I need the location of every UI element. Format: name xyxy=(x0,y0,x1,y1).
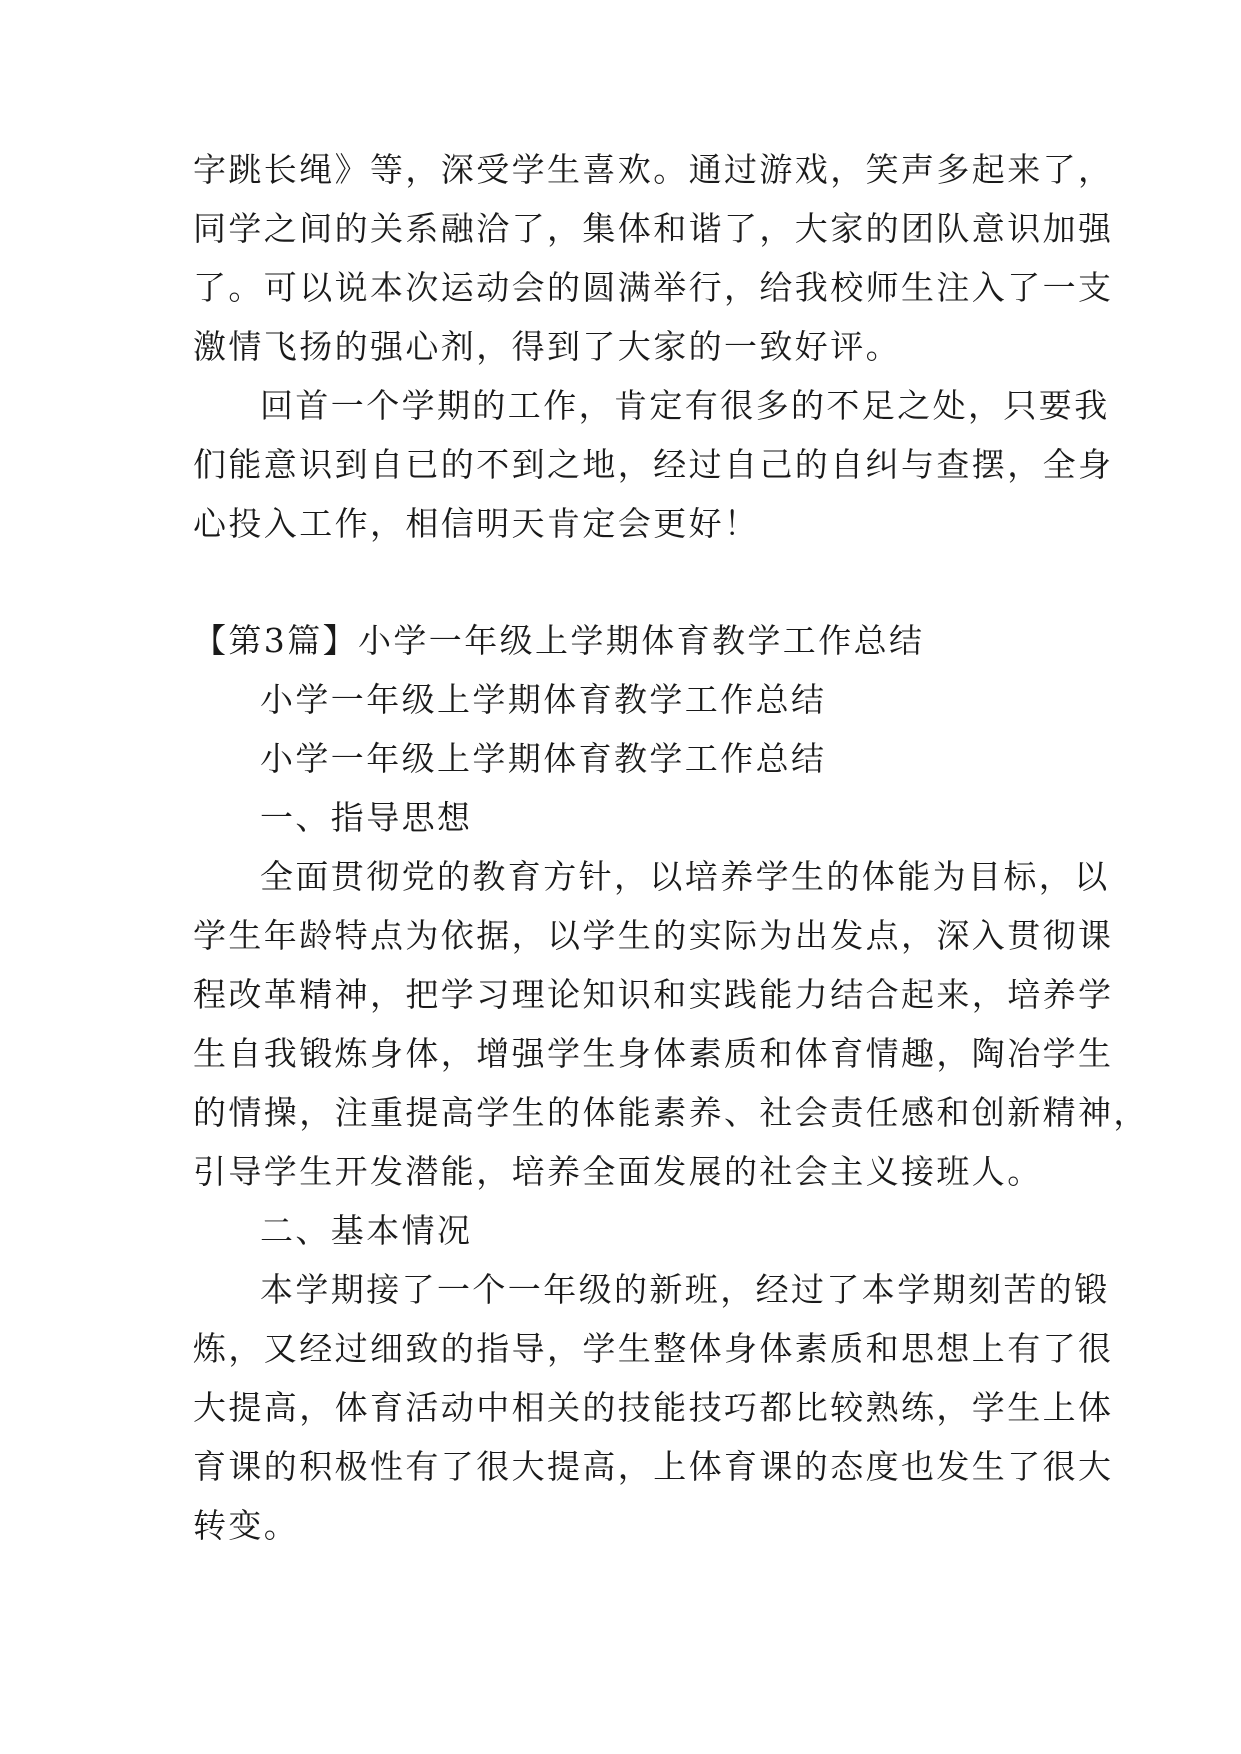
paragraph-line: 同学之间的关系融洽了，集体和谐了，大家的团队意识加强 xyxy=(193,209,1114,248)
section-heading-basic-situation: 二、基本情况 xyxy=(260,1211,473,1250)
paragraph-line: 们能意识到自已的不到之地，经过自己的自纠与查摆，全身 xyxy=(193,445,1114,484)
paragraph-line: 心投入工作，相信明天肯定会更好！ xyxy=(193,504,760,543)
paragraph-line: 了。可以说本次运动会的圆满举行，给我校师生注入了一支 xyxy=(193,268,1114,307)
paragraph-line: 学生年龄特点为依据，以学生的实际为出发点，深入贯彻课 xyxy=(193,916,1114,955)
paragraph-line: 生自我锻炼身体，增强学生身体素质和体育情趣，陶冶学生 xyxy=(193,1034,1114,1073)
paragraph-line: 育课的积极性有了很大提高，上体育课的态度也发生了很大 xyxy=(193,1447,1114,1486)
paragraph-line: 激情飞扬的强心剂，得到了大家的一致好评。 xyxy=(193,327,901,366)
paragraph-line: 炼，又经过细致的指导，学生整体身体素质和思想上有了很 xyxy=(193,1329,1114,1368)
paragraph-line: 回首一个学期的工作，肯定有很多的不足之处，只要我 xyxy=(260,386,1110,425)
paragraph-line: 的情操，注重提高学生的体能素养、社会责任感和创新精神， xyxy=(193,1093,1149,1132)
paragraph-line: 大提高，体育活动中相关的技能技巧都比较熟练，学生上体 xyxy=(193,1388,1114,1427)
paragraph-line: 字跳长绳》等，深受学生喜欢。通过游戏，笑声多起来了， xyxy=(193,150,1114,189)
paragraph-line: 全面贯彻党的教育方针，以培养学生的体能为目标，以 xyxy=(260,857,1110,896)
paragraph-line: 引导学生开发潜能，培养全面发展的社会主义接班人。 xyxy=(193,1152,1043,1191)
paragraph-line: 本学期接了一个一年级的新班，经过了本学期刻苦的锻 xyxy=(260,1270,1110,1309)
section-heading-guiding-thought: 一、指导思想 xyxy=(260,798,473,837)
document-title: 小学一年级上学期体育教学工作总结 xyxy=(260,680,827,719)
paragraph-line: 程改革精神，把学习理论知识和实践能力结合起来，培养学 xyxy=(193,975,1114,1014)
document-subtitle: 小学一年级上学期体育教学工作总结 xyxy=(260,739,827,778)
section-heading: 【第3篇】小学一年级上学期体育教学工作总结 xyxy=(193,621,925,660)
paragraph-line: 转变。 xyxy=(193,1506,300,1545)
